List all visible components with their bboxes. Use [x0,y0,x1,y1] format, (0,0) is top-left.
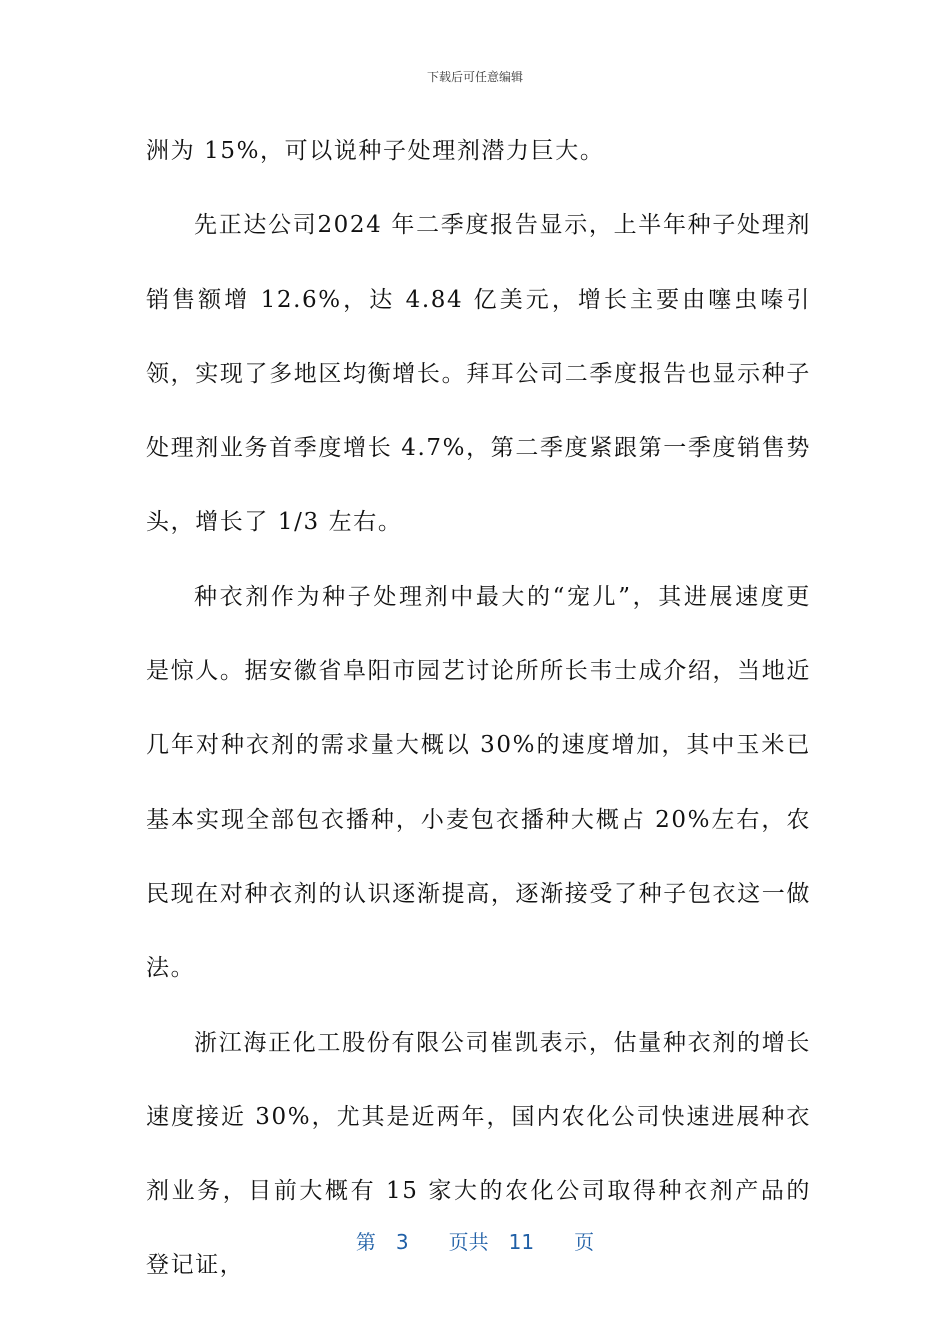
footer-prefix: 第 [355,1230,376,1254]
paragraph-syngenta-report: 先正达公司2024 年二季度报告显示，上半年种子处理剂销售额增 12.6%，达 4.84 亿美元，增长主要由噻虫嗪引领，实现了多地区均衡增长。拜耳公司二季度报告也显示种子处理剂业务首季度增长 4.7%，第二季度紧跟第一季度销售势头，增长了 1/3 左右。 [146,212,811,536]
paragraph-continuation: 洲为 15%，可以说种子处理剂潜力巨大。 [146,138,605,164]
paragraph-seed-coating-growth: 种衣剂作为种子处理剂中最大的“宠儿”，其进展速度更是惊人。据安徽省阜阳市园艺讨论所所长韦士成介绍，当地近几年对种衣剂的需求量大概以 30%的速度增加，其中玉米已基本实现全部包衣播种，小麦包衣播种大概占 20%左右，农民现在对种衣剂的认识逐渐提高，逐渐接受了种子包衣这一做法。 [146,583,811,982]
paragraph-hisun-statement: 浙江海正化工股份有限公司崔凯表示，估量种衣剂的增长速度接近 30%，尤其是近两年，国内农化公司快速进展种衣剂业务，目前大概有 15 家大的农化公司取得种衣剂产品的登记证， [146,1029,811,1279]
page-header [0,68,950,85]
header-text: 下载后可任意编辑 [426,70,523,84]
footer-middle: 页共 [448,1230,489,1254]
page-footer [0,1226,950,1255]
footer-suffix: 页 [574,1230,595,1254]
document-body [146,114,811,1303]
footer-current-page: 3 [395,1230,409,1254]
footer-total-pages: 11 [508,1230,535,1254]
